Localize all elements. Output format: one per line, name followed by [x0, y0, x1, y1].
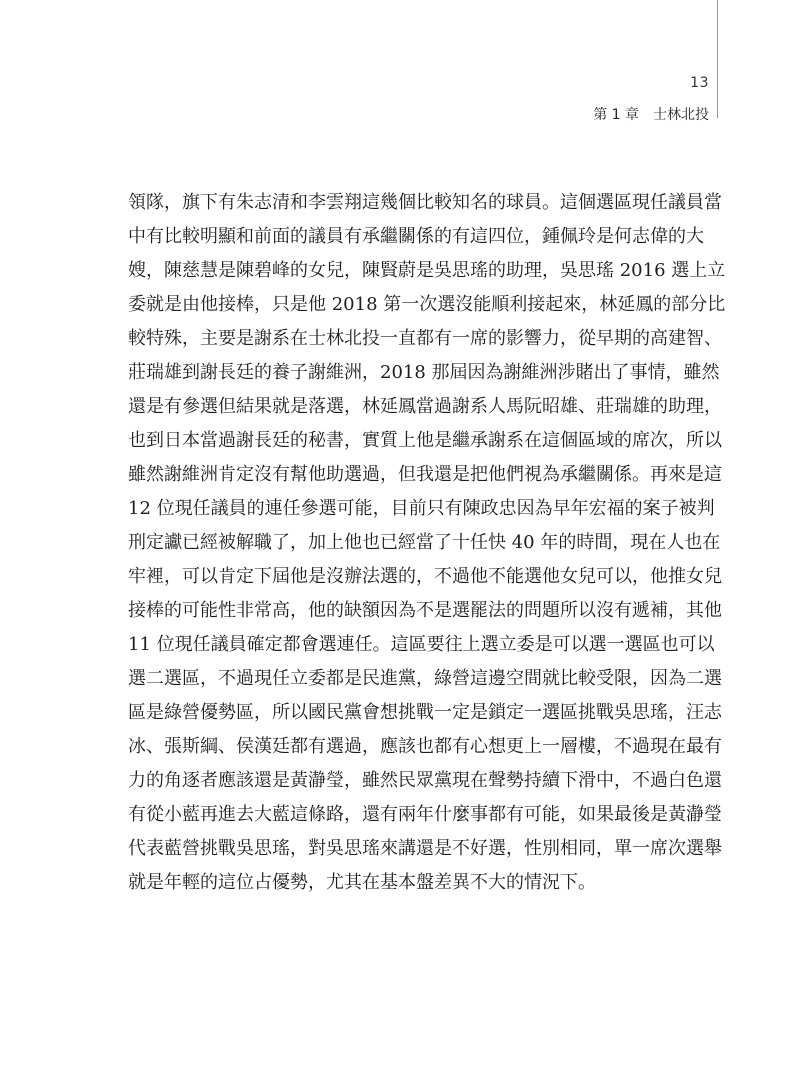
text-line: 區是綠營優勢區，所以國民黨會想挑戰一定是鎖定一選區挑戰吳思瑤，汪志: [128, 702, 722, 723]
text-line-last: 就是年輕的這位占優勢，尤其在基本盤差異不大的情況下。: [128, 872, 596, 893]
text-line: 有從小藍再進去大藍這條路，還有兩年什麼事都有可能，如果最後是黃瀞瑩: [128, 804, 722, 825]
text-line: 11 位現任議員確定都會選連任。這區要往上選立委是可以選一選區也可以: [128, 634, 715, 655]
text-line: 領隊，旗下有朱志清和李雲翔這幾個比較知名的球員。這個選區現任議員當: [128, 192, 722, 213]
text-line: 刑定讞已經被解職了，加上他也已經當了十任快 40 年的時間，現在人也在: [128, 532, 721, 553]
body-paragraph: [128, 186, 726, 900]
margin-rule: [717, 0, 718, 118]
text-line: 莊瑞雄到謝長廷的養子謝維洲，2018 那屆因為謝維洲涉賭出了事情，雖然: [128, 362, 720, 383]
text-line: 12 位現任議員的連任參選可能，目前只有陳政忠因為早年宏福的案子被判: [128, 498, 715, 519]
text-line: 委就是由他接棒，只是他 2018 第一次選沒能順利接起來，林延鳳的部分比: [128, 294, 726, 315]
chapter-title: 士林北投: [653, 107, 709, 123]
text-line: 接棒的可能性非常高，他的缺額因為不是選罷法的問題所以沒有遞補，其他: [128, 600, 722, 621]
text-line: 牢裡，可以肯定下屆他是沒辦法選的，不過他不能選他女兒可以，他推女兒: [128, 566, 722, 587]
text-line: 選二選區，不過現任立委都是民進黨，綠營這邊空間就比較受限，因為二選: [128, 668, 722, 689]
text-line: 代表藍營挑戰吳思瑤，對吳思瑤來講還是不好選，性別相同，單一席次選舉: [128, 838, 722, 859]
running-header: [593, 104, 709, 124]
page-number: 13: [690, 75, 709, 91]
text-line: 較特殊，主要是謝系在士林北投一直都有一席的影響力，從早期的高建智、: [128, 328, 722, 349]
text-line: 還是有參選但結果就是落選，林延鳳當過謝系人馬阮昭雄、莊瑞雄的助理，: [128, 396, 722, 417]
text-line: 力的角逐者應該還是黃瀞瑩，雖然民眾黨現在聲勢持續下滑中，不過白色還: [128, 770, 722, 791]
text-line: 冰、張斯綱、侯漢廷都有選過，應該也都有心想更上一層樓，不過現在最有: [128, 736, 722, 757]
text-line: 嫂，陳慈慧是陳碧峰的女兒，陳賢蔚是吳思瑤的助理，吳思瑤 2016 選上立: [128, 260, 726, 281]
text-line: 雖然謝維洲肯定沒有幫他助選過，但我還是把他們視為承繼關係。再來是這: [128, 464, 722, 485]
text-line: 也到日本當過謝長廷的秘書，實質上他是繼承謝系在這個區域的席次，所以: [128, 430, 722, 451]
text-line: 中有比較明顯和前面的議員有承繼關係的有這四位，鍾佩玲是何志偉的大: [128, 226, 704, 247]
chapter-label: 第 1 章: [593, 107, 639, 123]
